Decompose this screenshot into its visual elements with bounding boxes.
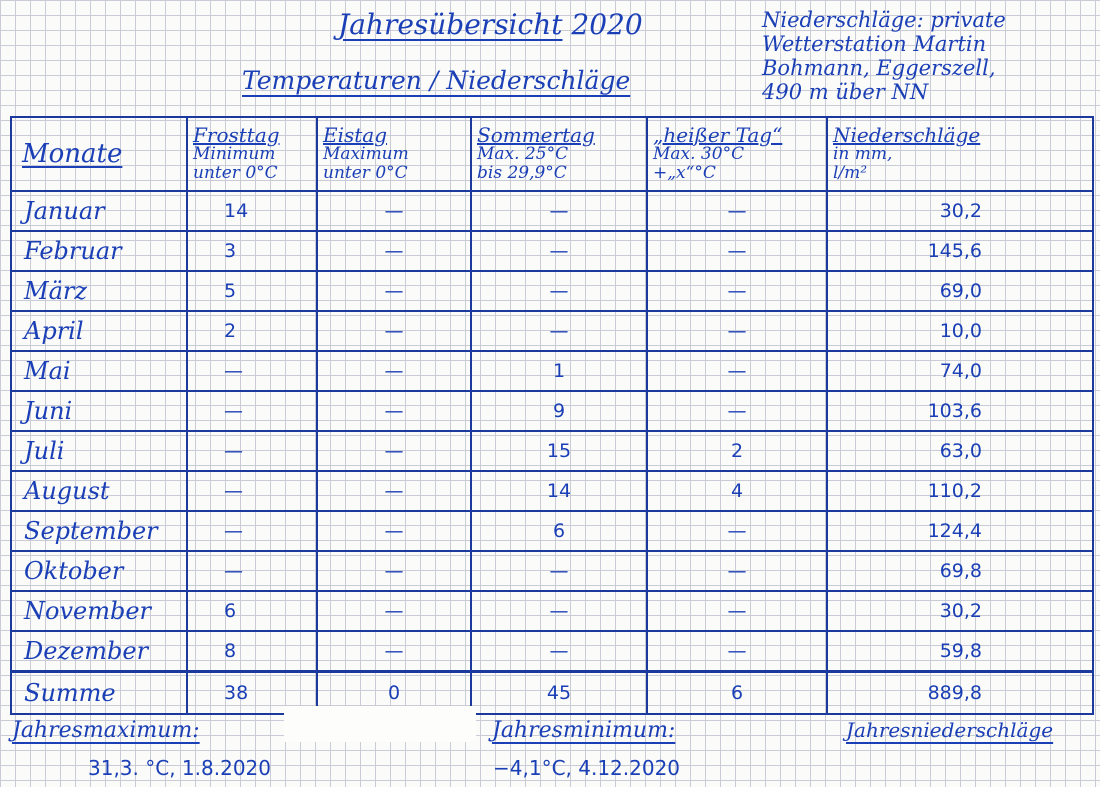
heiss-cell: — (647, 591, 827, 631)
eis-cell: — (317, 191, 471, 231)
table-row (11, 191, 1093, 231)
nieder-cell: 30,2 (827, 191, 1093, 231)
table-row (11, 511, 1093, 551)
month-cell: Mai (11, 351, 187, 391)
nieder-cell: 10,0 (827, 311, 1093, 351)
frost-cell: — (187, 391, 317, 431)
table-row (11, 231, 1093, 271)
nieder-cell: 30,2 (827, 591, 1093, 631)
sommer-cell: — (471, 551, 647, 591)
frost-cell: — (187, 431, 317, 471)
sommer-cell: — (471, 591, 647, 631)
nieder-cell: 74,0 (827, 351, 1093, 391)
heiss-cell: — (647, 311, 827, 351)
month-cell: Januar (11, 191, 187, 231)
eis-cell: — (317, 351, 471, 391)
table-row (11, 631, 1093, 672)
station-line: Bohmann, Eggerszell, (762, 56, 996, 80)
month-cell: Juli (11, 431, 187, 471)
nieder-cell: 59,8 (827, 631, 1093, 672)
station-note (762, 8, 1006, 104)
table-row (11, 591, 1093, 631)
sum-sommer: 45 (471, 672, 647, 715)
heiss-cell: — (647, 551, 827, 591)
heiss-cell: — (647, 631, 827, 672)
sum-frost: 38 (187, 672, 317, 715)
heiss-cell: 2 (647, 431, 827, 471)
weather-table (10, 116, 1094, 715)
sommer-cell: — (471, 231, 647, 271)
frost-cell: 2 (187, 311, 317, 351)
frost-cell: 8 (187, 631, 317, 672)
frost-cell: 14 (187, 191, 317, 231)
eis-cell: — (317, 311, 471, 351)
month-cell: April (11, 311, 187, 351)
header-sommer: Sommertag Max. 25°C bis 29,9°C (471, 117, 647, 191)
sommer-cell: 6 (471, 511, 647, 551)
frost-cell: — (187, 551, 317, 591)
eis-cell: — (317, 471, 471, 511)
table-row (11, 431, 1093, 471)
sommer-cell: — (471, 191, 647, 231)
table-row (11, 551, 1093, 591)
annual-max-label: Jahresmaximum: (12, 718, 200, 743)
sommer-cell: 1 (471, 351, 647, 391)
sum-eis: 0 (317, 672, 471, 715)
heiss-cell: — (647, 191, 827, 231)
frost-cell: — (187, 351, 317, 391)
annual-max-value: 31,3. °C, 1.8.2020 (88, 756, 271, 780)
heiss-cell: — (647, 271, 827, 311)
month-cell: Juni (11, 391, 187, 431)
month-cell: Februar (11, 231, 187, 271)
frost-cell: — (187, 471, 317, 511)
nieder-cell: 63,0 (827, 431, 1093, 471)
table-row (11, 391, 1093, 431)
heiss-cell: 4 (647, 471, 827, 511)
header-heiss: „heißer Tag“ Max. 30°C +„x“°C (647, 117, 827, 191)
frost-cell: — (187, 511, 317, 551)
sommer-cell: — (471, 631, 647, 672)
station-line: Wetterstation Martin (762, 32, 987, 56)
nieder-cell: 124,4 (827, 511, 1093, 551)
header-month: Monate (11, 117, 187, 191)
annual-precip-label: Jahresniederschläge (846, 718, 1054, 742)
eis-cell: — (317, 271, 471, 311)
sommer-cell: — (471, 311, 647, 351)
nieder-cell: 103,6 (827, 391, 1093, 431)
month-cell: August (11, 471, 187, 511)
table-row (11, 471, 1093, 511)
eis-cell: — (317, 591, 471, 631)
header-nieder: Niederschläge in mm, l/m² (827, 117, 1093, 191)
header-eis: Eistag Maximum unter 0°C (317, 117, 471, 191)
title-year: 2020 (571, 8, 643, 41)
sommer-cell: 14 (471, 471, 647, 511)
annual-min-value: −4,1°C, 4.12.2020 (493, 756, 681, 780)
eis-cell: — (317, 631, 471, 672)
heiss-cell: — (647, 511, 827, 551)
table-row (11, 351, 1093, 391)
title-main: Jahresübersicht (338, 8, 563, 41)
station-line: Niederschläge: private (762, 8, 1006, 32)
sum-label: Summe (11, 672, 187, 715)
sommer-cell: 15 (471, 431, 647, 471)
month-cell: Dezember (11, 631, 187, 672)
eis-cell: — (317, 431, 471, 471)
table-row (11, 271, 1093, 311)
month-cell: September (11, 511, 187, 551)
frost-cell: 5 (187, 271, 317, 311)
month-cell: Oktober (11, 551, 187, 591)
station-line: 490 m über NN (762, 80, 929, 104)
page-title (338, 8, 643, 41)
heiss-cell: — (647, 231, 827, 271)
sum-row (11, 672, 1093, 715)
frost-cell: 3 (187, 231, 317, 271)
nieder-cell: 145,6 (827, 231, 1093, 271)
sum-nieder: 889,8 (827, 672, 1093, 715)
month-cell: November (11, 591, 187, 631)
frost-cell: 6 (187, 591, 317, 631)
sommer-cell: 9 (471, 391, 647, 431)
eis-cell: — (317, 551, 471, 591)
nieder-cell: 69,8 (827, 551, 1093, 591)
month-cell: März (11, 271, 187, 311)
heiss-cell: — (647, 391, 827, 431)
eis-cell: — (317, 511, 471, 551)
nieder-cell: 69,0 (827, 271, 1093, 311)
header-frost: Frosttag Minimum unter 0°C (187, 117, 317, 191)
blank-patch (284, 706, 476, 742)
table-row (11, 311, 1093, 351)
nieder-cell: 110,2 (827, 471, 1093, 511)
sum-heiss: 6 (647, 672, 827, 715)
sommer-cell: — (471, 271, 647, 311)
table-header-row (11, 117, 1093, 191)
eis-cell: — (317, 231, 471, 271)
eis-cell: — (317, 391, 471, 431)
annual-min-label: Jahresminimum: (492, 718, 676, 743)
page-subtitle: Temperaturen / Niederschläge (242, 66, 631, 95)
heiss-cell: — (647, 351, 827, 391)
